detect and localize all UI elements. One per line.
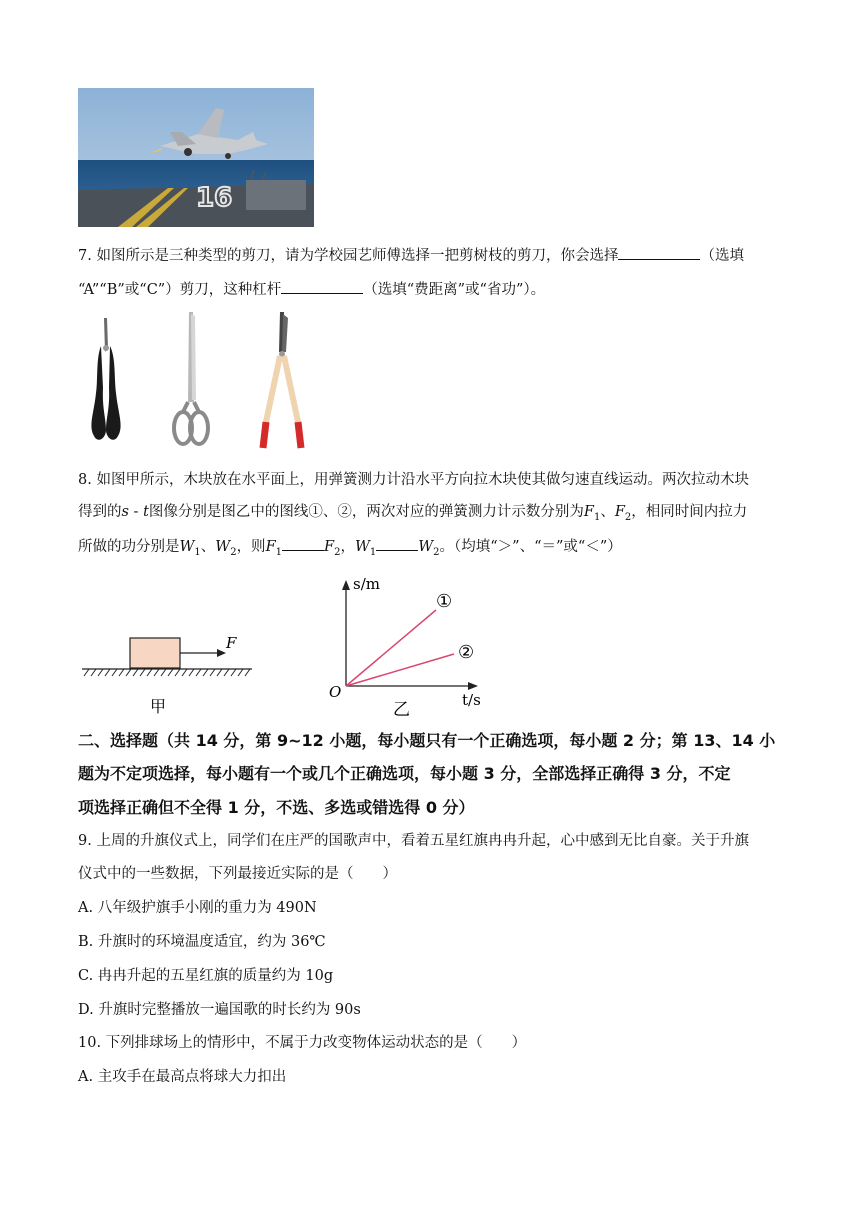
deck-number: 16	[196, 183, 233, 213]
q10-line1: 10. 下列排球场上的情形中，不属于力改变物体运动状态的是（ ）	[78, 1035, 527, 1051]
carrier-jet-photo	[78, 88, 314, 227]
force-label: F	[226, 634, 237, 652]
q7-answer-blank-1[interactable]	[618, 245, 700, 260]
scissors-a-icon	[86, 318, 126, 450]
section2-heading-line1: 二、选择题（共 14 分，第 9~12 小题，每小题只有一个正确选项，每小题 2 分；第 13、14 小	[78, 731, 776, 750]
t-axis-label: t/s	[462, 691, 481, 709]
figure-yi-caption: 乙	[393, 700, 410, 720]
q7-line2: “A”“B”或“C”）剪刀，这种杠杆 （选填“费距离”或“省功”）。	[78, 279, 545, 300]
q9-option-d[interactable]: D. 升旗时完整播放一遍国歌的时长约为 90s	[78, 1002, 361, 1018]
q10-option-a[interactable]: A. 主攻手在最高点将球大力扣出	[78, 1069, 287, 1085]
figure-jia-caption: 甲	[150, 697, 167, 716]
scissors-b-icon	[170, 312, 212, 450]
section2-heading-line2: 题为不定项选择，每小题有一个或几个正确选项，每小题 3 分，全部选择正确得 3 分，不定	[78, 764, 731, 783]
q9-line1: 9. 上周的升旗仪式上，同学们在庄严的国歌声中，看着五星红旗冉冉升起，心中感到无比自豪。关于升旗	[78, 833, 749, 849]
q9-option-a[interactable]: A. 八年级护旗手小刚的重力为 490N	[78, 900, 317, 916]
section2-heading-line3: 项选择正确但不全得 1 分，不选、多选或错选得 0 分）	[78, 798, 475, 817]
q9-line2: 仪式中的一些数据，下列最接近实际的是（ ）	[78, 866, 397, 882]
q8-line2: 得到的s - t图像分别是图乙中的图线①、②，两次对应的弹簧测力计示数分别为$F_1$、$F_2$，相同时间内拉力	[78, 504, 748, 523]
q8-line3: 所做的功分别是$W_1$、$W_2$，则$F_1$ $F_2$，$W_1$ $W_2$。（均填“＞”、“＝”或“＜”）	[78, 536, 622, 563]
q9-option-c[interactable]: C. 冉冉升起的五星红旗的质量约为 10g	[78, 968, 334, 984]
graph-line-1	[346, 610, 436, 686]
q8-line1: 8. 如图甲所示，木块放在水平面上，用弹簧测力计沿水平方向拉木块使其做匀速直线运动。两次拉动木块	[78, 472, 749, 488]
graph-line-2-label: ②	[458, 642, 475, 663]
figure-yi-st-graph	[326, 572, 496, 720]
q8-answer-blank-2[interactable]	[376, 536, 418, 551]
q9-option-b[interactable]: B. 升旗时的环境温度适宜，约为 36℃	[78, 934, 326, 950]
figure-jia-block-diagram	[80, 628, 256, 720]
origin-label: O	[329, 683, 342, 701]
ground-hatching	[84, 669, 250, 676]
graph-line-1-label: ①	[436, 591, 453, 612]
wood-block	[130, 638, 180, 668]
s-axis-label: s/m	[353, 575, 380, 593]
q8-answer-blank-1[interactable]	[282, 536, 324, 551]
scissors-c-icon	[254, 312, 310, 450]
q7-answer-blank-2[interactable]	[281, 279, 363, 294]
graph-line-2	[346, 654, 454, 686]
q7-line1: 7. 如图所示是三种类型的剪刀，请为学校园艺师傅选择一把剪树枝的剪刀，你会选择 （选填	[78, 245, 744, 266]
